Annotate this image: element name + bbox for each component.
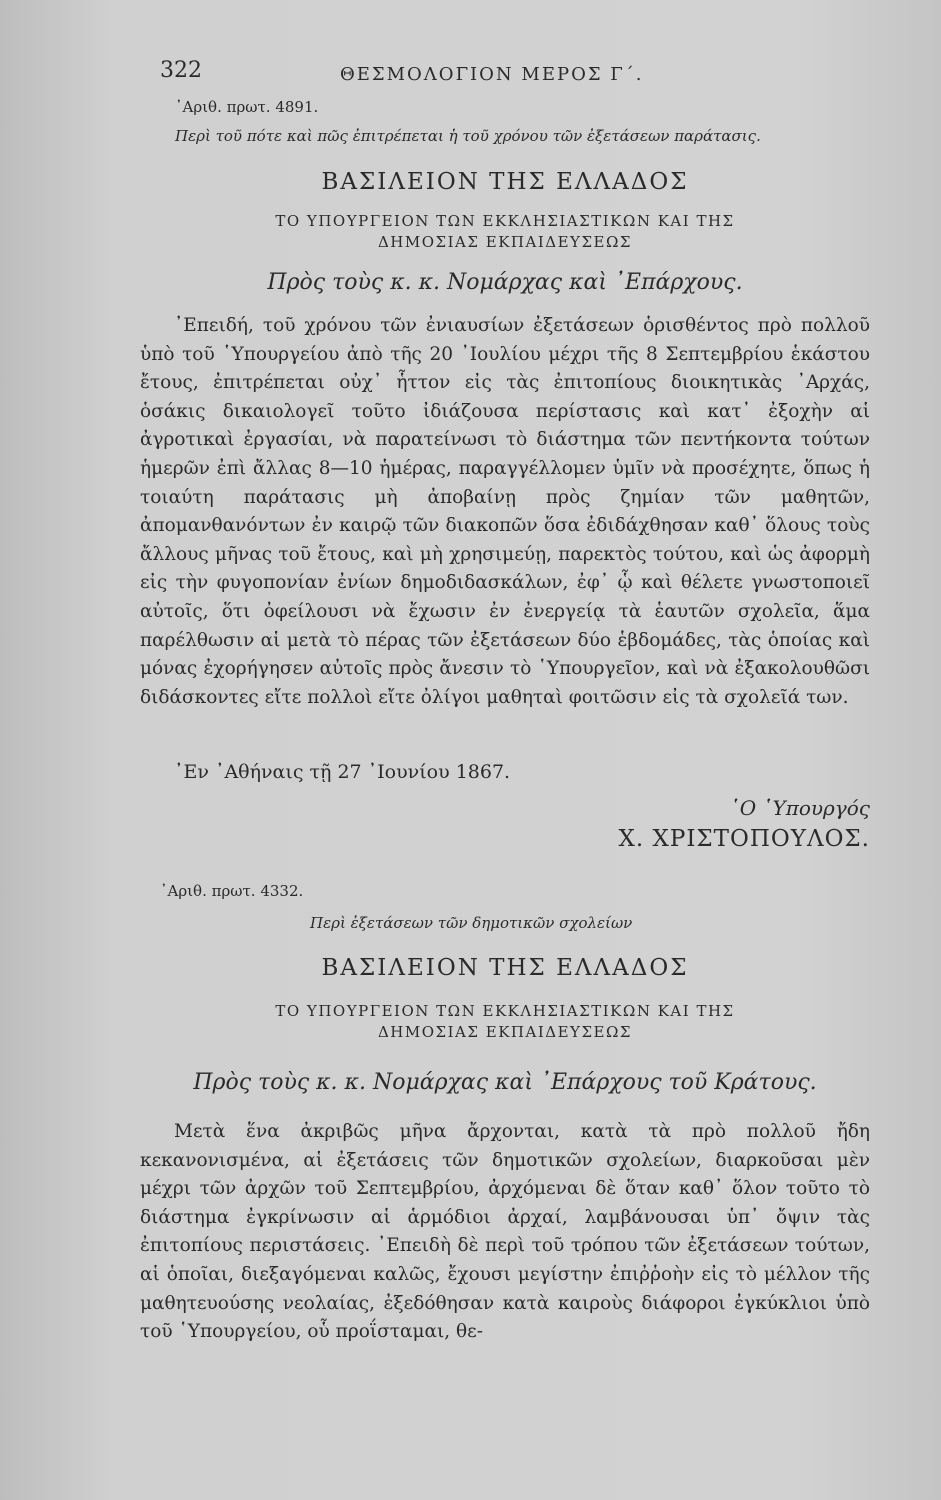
doc2-ministry-line1: ΤΟ ΥΠΟΥΡΓΕΙΟΝ ΤΩΝ ΕΚΚΛΗΣΙΑΣΤΙΚΩΝ ΚΑΙ ΤΗΣ (275, 1002, 735, 1020)
doc1-body: ᾿Επειδή, τοῦ χρόνου τῶν ἐνιαυσίων ἐξετάσεων ὁρισθέντος πρὸ πολλοῦ ὑπὸ τοῦ ῾Υπουργείου ἀπὸ τῆς 20 ᾿Ιουλίου μέχρι τῆς 8 Σεπτεμβρίου ἑκάστου ἔτους, ἐπιτρέπεται οὐχ᾿ ἧττον εἰς τὰς ἐπιτοπίους διοικητικὰς ᾿Αρχάς, ὁσάκις δικαιολογεῖ τοῦτο ἰδιάζουσα περίστασις καὶ κατ᾿ ἐξοχὴν αἱ ἀγροτικαὶ ἐργασίαι, νὰ παρατείνωσι τὸ διάστημα τῶν πεντήκοντα τούτων ἡμερῶν ἐπὶ ἄλλας 8—10 ἡμέρας, παραγγέλλομεν ὑμῖν νὰ προσέχητε, ὅπως ἡ τοιαύτη παράτασις μὴ ἀποβαίνῃ πρὸς ζημίαν τῶν μαθητῶν, ἀπομανθανόντων ἐν καιρῷ τῶν διακοπῶν ὅσα ἐδιδάχθησαν καθ᾿ ὅλους τοὺς ἄλλους μῆνας τοῦ ἔτους, καὶ μὴ χρησιμεύῃ, παρεκτὸς τούτου, καὶ ὡς ἀφορμὴ εἰς τὴν φυγοπονίαν ἐνίων δημοδιδασκάλων, ἐφ᾿ ᾧ καὶ θέλετε γνωστοποιεῖ αὐτοῖς, ὅτι ὀφείλουσι νὰ ἔχωσιν ἐν ἐνεργείᾳ τὰ ἑαυτῶν σχολεῖα, ἅμα παρέλθωσιν αἱ μετὰ τὸ πέρας τῶν ἐξετάσεων δύο ἑβδομάδες, τὰς ὁποίας καὶ μόνας ἐχορήγησεν αὐτοῖς πρὸς ἄνεσιν τὸ ῾Υπουργεῖον, καὶ νὰ ἐξακολουθῶσι διδάσκοντες εἴτε πολλοὶ εἴτε ὀλίγοι μαθηταὶ φοιτῶσιν εἰς τὰ σχολεῖά των. (140, 315, 870, 708)
doc2-body: Μετὰ ἕνα ἀκριβῶς μῆνα ἄρχονται, κατὰ τὰ πρὸ πολλοῦ ἤδη κεκανονισμένα, αἱ ἐξετάσεις τῶν δημοτικῶν σχολείων, διαρκοῦσαι μὲν μέχρι τῶν ἀρχῶν τοῦ Σεπτεμβρίου, ἀρχόμεναι δὲ ὅταν καθ᾿ ὅλον τοῦτο τὸ διάστημα ἐγκρίνωσιν αἱ ἁρμόδιοι ἀρχαί, λαμβάνουσαι ὑπ᾿ ὄψιν τὰς ἐπιτοπίους περιστάσεις. ᾿Επειδὴ δὲ περὶ τοῦ τρόπου τῶν ἐξετάσεων τούτων, αἱ ὁποῖαι, διεξαγόμεναι καλῶς, ἔχουσι μεγίστην ἐπιῤῥοὴν εἰς τὸ μέλλον τῆς μαθητευούσης νεολαίας, ἐξεδόθησαν κατὰ καιροὺς διάφοροι ἐγκύκλιοι ὑπὸ τοῦ ῾Υπουργείου, οὗ προΐσταμαι, θε- (140, 1121, 870, 1343)
page-header (160, 58, 760, 92)
page-number: 322 (160, 58, 202, 83)
doc1-date: ᾿Εν ᾿Αθήναις τῇ 27 ᾿Ιουνίου 1867. (174, 761, 511, 783)
doc2-addressee: Πρὸς τοὺς κ. κ. Νομάρχας καὶ ᾿Επάρχους τοῦ Κράτους. (193, 1070, 817, 1095)
doc1-signature-title: ῾Ο ῾Υπουργός (729, 796, 870, 820)
doc1-addressee: Πρὸς τοὺς κ. κ. Νομάρχας καὶ ᾿Επάρχους. (267, 270, 743, 295)
doc2-protocol: ᾿Αριθ. πρωτ. 4332. (160, 882, 304, 900)
doc2-subject: Περὶ ἐξετάσεων τῶν δημοτικῶν σχολείων (310, 914, 633, 932)
doc2-kingdom-heading: ΒΑΣΙΛΕΙΟΝ ΤΗΣ ΕΛΛΑΔΟΣ (321, 955, 689, 981)
doc1-kingdom-heading: ΒΑΣΙΛΕΙΟΝ ΤΗΣ ΕΛΛΑΔΟΣ (321, 169, 689, 195)
doc2-ministry-line2: ΔΗΜΟΣΙΑΣ ΕΚΠΑΙΔΕΥΣΕΩΣ (377, 1023, 633, 1041)
doc1-subject: Περὶ τοῦ πότε καὶ πῶς ἐπιτρέπεται ἡ τοῦ χρόνου τῶν ἐξετάσεων παράτασις. (175, 127, 761, 145)
doc1-ministry-line2: ΔΗΜΟΣΙΑΣ ΕΚΠΑΙΔΕΥΣΕΩΣ (377, 233, 633, 251)
doc1-protocol: ᾿Αριθ. πρωτ. 4891. (175, 98, 319, 116)
doc1-signature-name: Χ. ΧΡΙΣΤΟΠΟΥΛΟΣ. (618, 826, 870, 852)
running-title: ΘΕΣΜΟΛΟΓΙΟΝ ΜΕΡΟΣ Γ΄. (340, 64, 644, 85)
doc1-ministry-line1: ΤΟ ΥΠΟΥΡΓΕΙΟΝ ΤΩΝ ΕΚΚΛΗΣΙΑΣΤΙΚΩΝ ΚΑΙ ΤΗΣ (275, 212, 735, 230)
